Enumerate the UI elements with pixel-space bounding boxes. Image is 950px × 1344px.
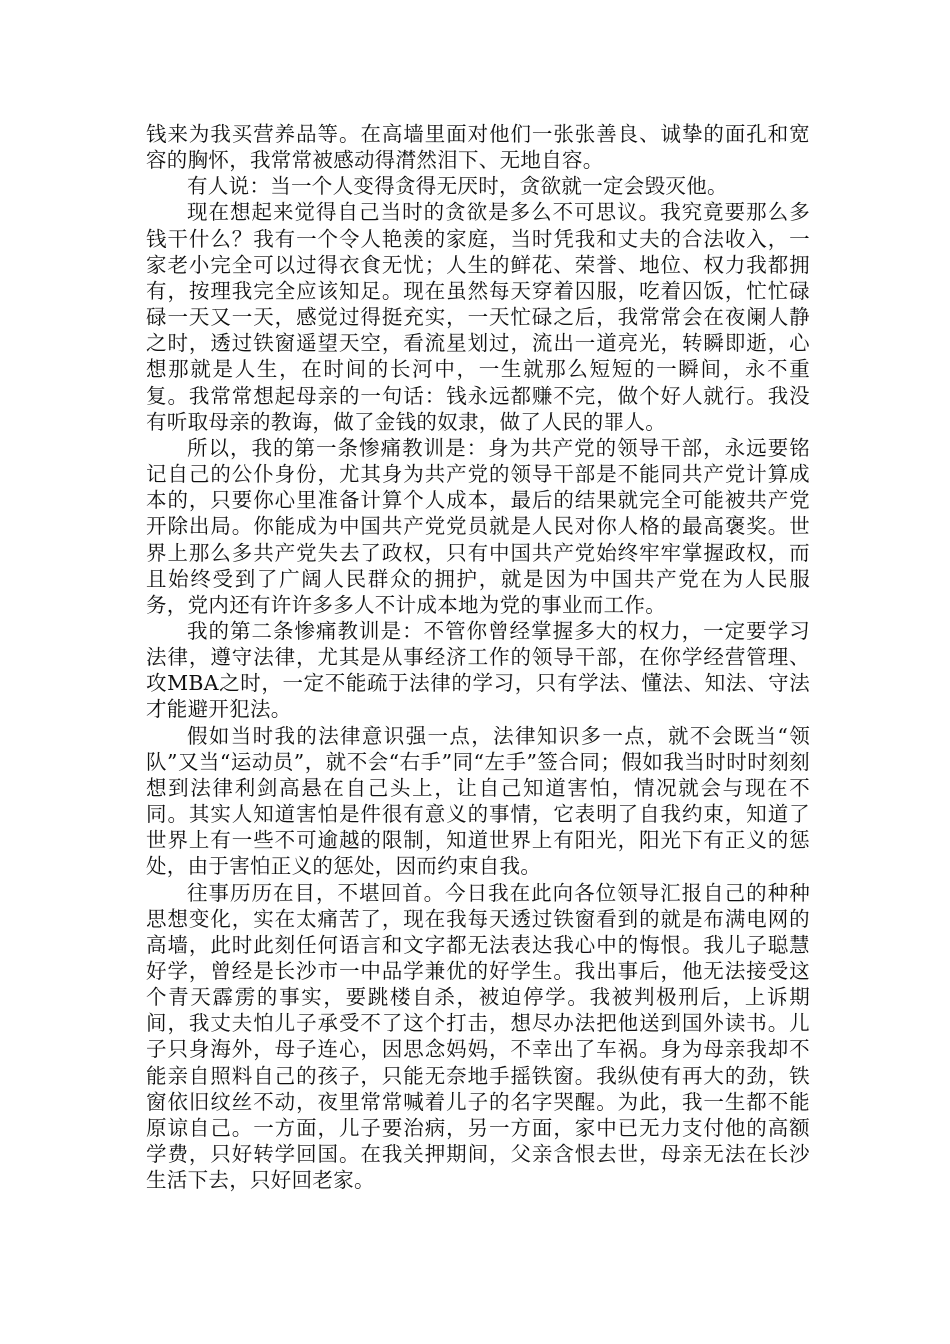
paragraph: 钱来为我买营养品等。在高墙里面对他们一张张善良、诚挚的面孔和宽容的胸怀，我常常被感动得潸然泪下、无地自容。: [146, 122, 810, 173]
paragraph: 现在想起来觉得自己当时的贪欲是多么不可思议。我究竟要那么多钱干什么？我有一个令人艳羡的家庭，当时凭我和丈夫的合法收入，一家老小完全可以过得衣食无忧；人生的鲜花、荣誉、地位、权力我都拥有，按理我完全应该知足。现在虽然每天穿着囚服，吃着囚饭，忙忙碌碌一天又一天，感觉过得挺充实，一天忙碌之后，我常常会在夜阑人静之时，透过铁窗遥望天空，看流星划过，流出一道亮光，转瞬即逝，心想那就是人生，在时间的长河中，一生就那么短短的一瞬间，永不重复。我常常想起母亲的一句话：钱永远都赚不完，做个好人就行。我没有听取母亲的教诲，做了金钱的奴隶，做了人民的罪人。: [146, 200, 810, 434]
paragraph: 我的第二条惨痛教训是：不管你曾经掌握多大的权力，一定要学习法律，遵守法律，尤其是从事经济工作的领导干部，在你学经营管理、攻MBA之时，一定不能疏于法律的学习，只有学法、懂法、知法、守法才能避开犯法。: [146, 618, 810, 722]
paragraph: 往事历历在目，不堪回首。今日我在此向各位领导汇报自己的种种思想变化，实在太痛苦了，现在我每天透过铁窗看到的就是布满电网的高墙，此时此刻任何语言和文字都无法表达我心中的悔恨。我儿子聪慧好学，曾经是长沙市一中品学兼优的好学生。我出事后，他无法接受这个青天霹雳的事实，要跳楼自杀，被迫停学。我被判极刑后，上诉期间，我丈夫怕儿子承受不了这个打击，想尽办法把他送到国外读书。儿子只身海外，母子连心，因思念妈妈，不幸出了车祸。身为母亲我却不能亲自照料自己的孩子，只能无奈地手摇铁窗。我纵使有再大的劲，铁窗依旧纹丝不动，夜里常常喊着儿子的名字哭醒。为此，我一生都不能原谅自己。一方面，儿子要治病，另一方面，家中已无力支付他的高额学费，只好转学回国。在我关押期间，父亲含恨去世，母亲无法在长沙生活下去，只好回老家。: [146, 880, 810, 1193]
paragraph: 所以，我的第一条惨痛教训是：身为共产党的领导干部，永远要铭记自己的公仆身份，尤其身为共产党的领导干部是不能同共产党计算成本的，只要你心里准备计算个人成本，最后的结果就完全可能被共产党开除出局。你能成为中国共产党党员就是人民对你人格的最高褒奖。世界上那么多共产党失去了政权，只有中国共产党始终牢牢掌握政权，而且始终受到了广阔人民群众的拥护，就是因为中国共产党在为人民服务，党内还有许许多多人不计成本地为党的事业而工作。: [146, 435, 810, 617]
paragraph: 有人说：当一个人变得贪得无厌时，贪欲就一定会毁灭他。: [187, 174, 728, 199]
paragraph: 假如当时我的法律意识强一点，法律知识多一点，就不会既当“领队”又当“运动员”，就不会“右手”同“左手”签合同；假如我当时时时刻刻想到法律利剑高悬在自己头上，让自己知道害怕，情况就会与现在不同。其实人知道害怕是件很有意义的事情，它表明了自我约束，知道了世界上有一些不可逾越的限制，知道世界上有阳光，阳光下有正义的惩处，由于害怕正义的惩处，因而约束自我。: [146, 723, 810, 879]
document-body: [146, 121, 810, 1193]
